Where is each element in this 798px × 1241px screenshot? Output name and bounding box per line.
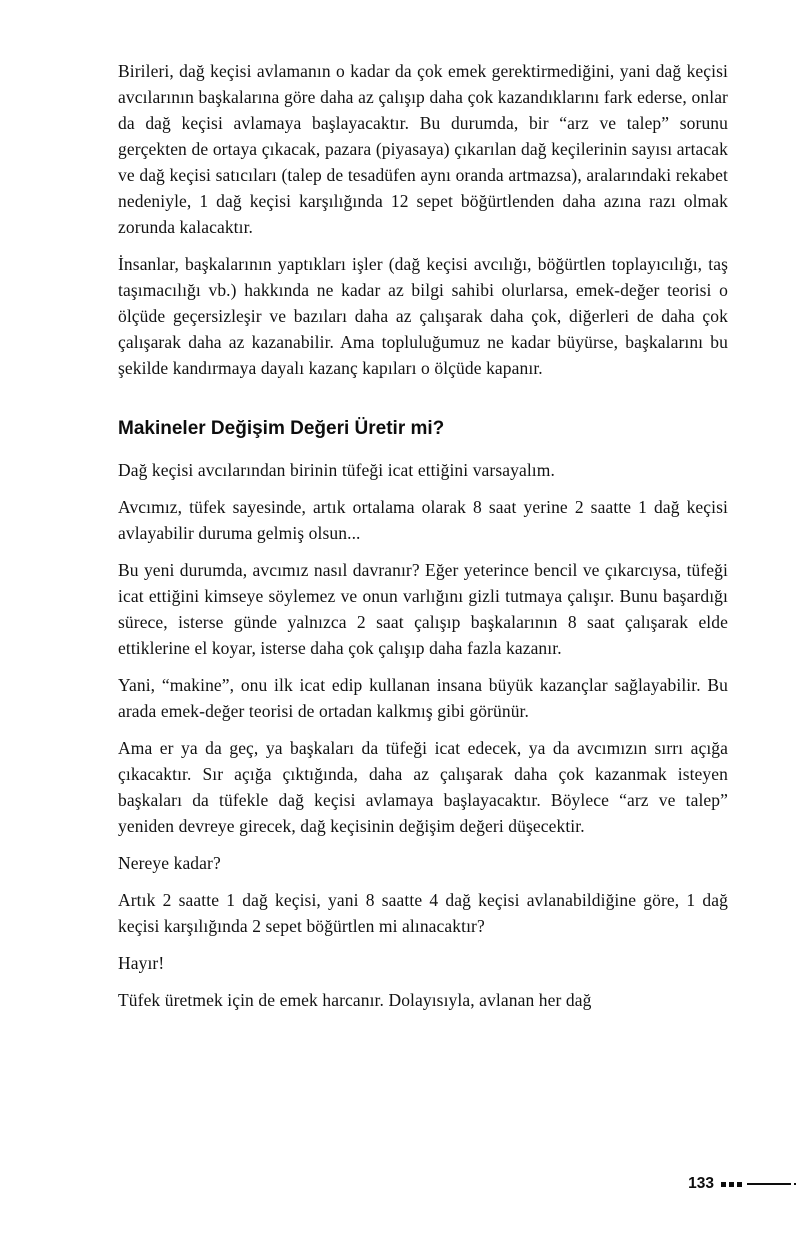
- body-paragraph: Avcımız, tüfek sayesinde, artık ortalama olarak 8 saat yerine 2 saatte 1 dağ keçisi avlayabilir duruma gelmiş olsun...: [118, 497, 728, 543]
- footer-ornament-icon: [721, 1182, 798, 1187]
- body-paragraph: İnsanlar, başkalarının yaptıkları işler (dağ keçisi avcılığı, böğürtlen toplayıcılığı, taş taşımacılığı vb.) hakkında ne kadar az bilgi sahibi olurlarsa, emek-değer teorisi o ölçüde geçersizleşir ve bazıları daha az çalışarak daha çok, diğerleri de daha çok çalışarak daha az kazanabilir. Ama topluluğumuz ne kadar büyürse, başkalarını bu şekilde kandırmaya dayalı kazanç kapıları o ölçüde kapanır.: [118, 254, 728, 378]
- section-heading: Makineler Değişim Değeri Üretir mi?: [118, 418, 445, 439]
- body-paragraph: Yani, “makine”, onu ilk icat edip kullanan insana büyük kazançlar sağlayabilir. Bu arada emek-değer teorisi de ortadan kalkmış gibi görünür.: [118, 675, 728, 721]
- body-paragraph: Nereye kadar?: [118, 853, 221, 873]
- body-paragraph: Bu yeni durumda, avcımız nasıl davranır? Eğer yeterince bencil ve çıkarcıysa, tüfeği icat ettiğini kimseye söylemez ve onun varlığını gizli tutmaya çalışır. Bunu başardığı sürece, isterse günde yalnızca 2 saat çalışıp başkalarının 8 saat çalışarak elde ettiklerine el koyar, isterse daha çok çalışıp daha fazla kazanır.: [118, 560, 728, 658]
- body-paragraph: Artık 2 saatte 1 dağ keçisi, yani 8 saatte 4 dağ keçisi avlanabildiğine göre, 1 dağ keçisi karşılığında 2 sepet böğürtlen mi alınacaktır?: [118, 890, 728, 936]
- body-paragraph: Tüfek üretmek için de emek harcanır. Dolayısıyla, avlanan her dağ: [118, 990, 592, 1010]
- body-paragraph: Hayır!: [118, 953, 165, 973]
- body-paragraph: Ama er ya da geç, ya başkaları da tüfeği icat edecek, ya da avcımızın sırrı açığa çıkacaktır. Sır açığa çıktığında, daha az çalışarak daha çok kazanmak isteyen başkaları da tüfekle dağ keçisi avlamaya başlayacaktır. Böylece “arz ve talep” yeniden devreye girecek, dağ keçisinin değişim değeri düşecektir.: [118, 738, 728, 836]
- page-number: 133: [688, 1175, 714, 1192]
- book-page: [118, 58, 728, 1024]
- body-paragraph: Birileri, dağ keçisi avlamanın o kadar da çok emek gerektirmediğini, yani dağ keçisi avcılarının başkalarına göre daha az çalışıp daha çok kazandıklarını fark ederse, onlar da dağ keçisi avlamaya başlayacaktır. Bu durumda, bir “arz ve talep” sorunu gerçekten de ortaya çıkacak, pazara (piyasaya) çıkarılan dağ keçilerinin sayısı artacak ve dağ keçisi satıcıları (talep de tesadüfen aynı oranda artmazsa), aralarındaki rekabet nedeniyle, 1 dağ keçisi karşılığında 12 sepet böğürtlenden daha azına razı olmak zorunda kalacaktır.: [118, 61, 728, 237]
- body-paragraph: Dağ keçisi avcılarından birinin tüfeği icat ettiğini varsayalım.: [118, 460, 555, 480]
- page-footer: [688, 1175, 798, 1193]
